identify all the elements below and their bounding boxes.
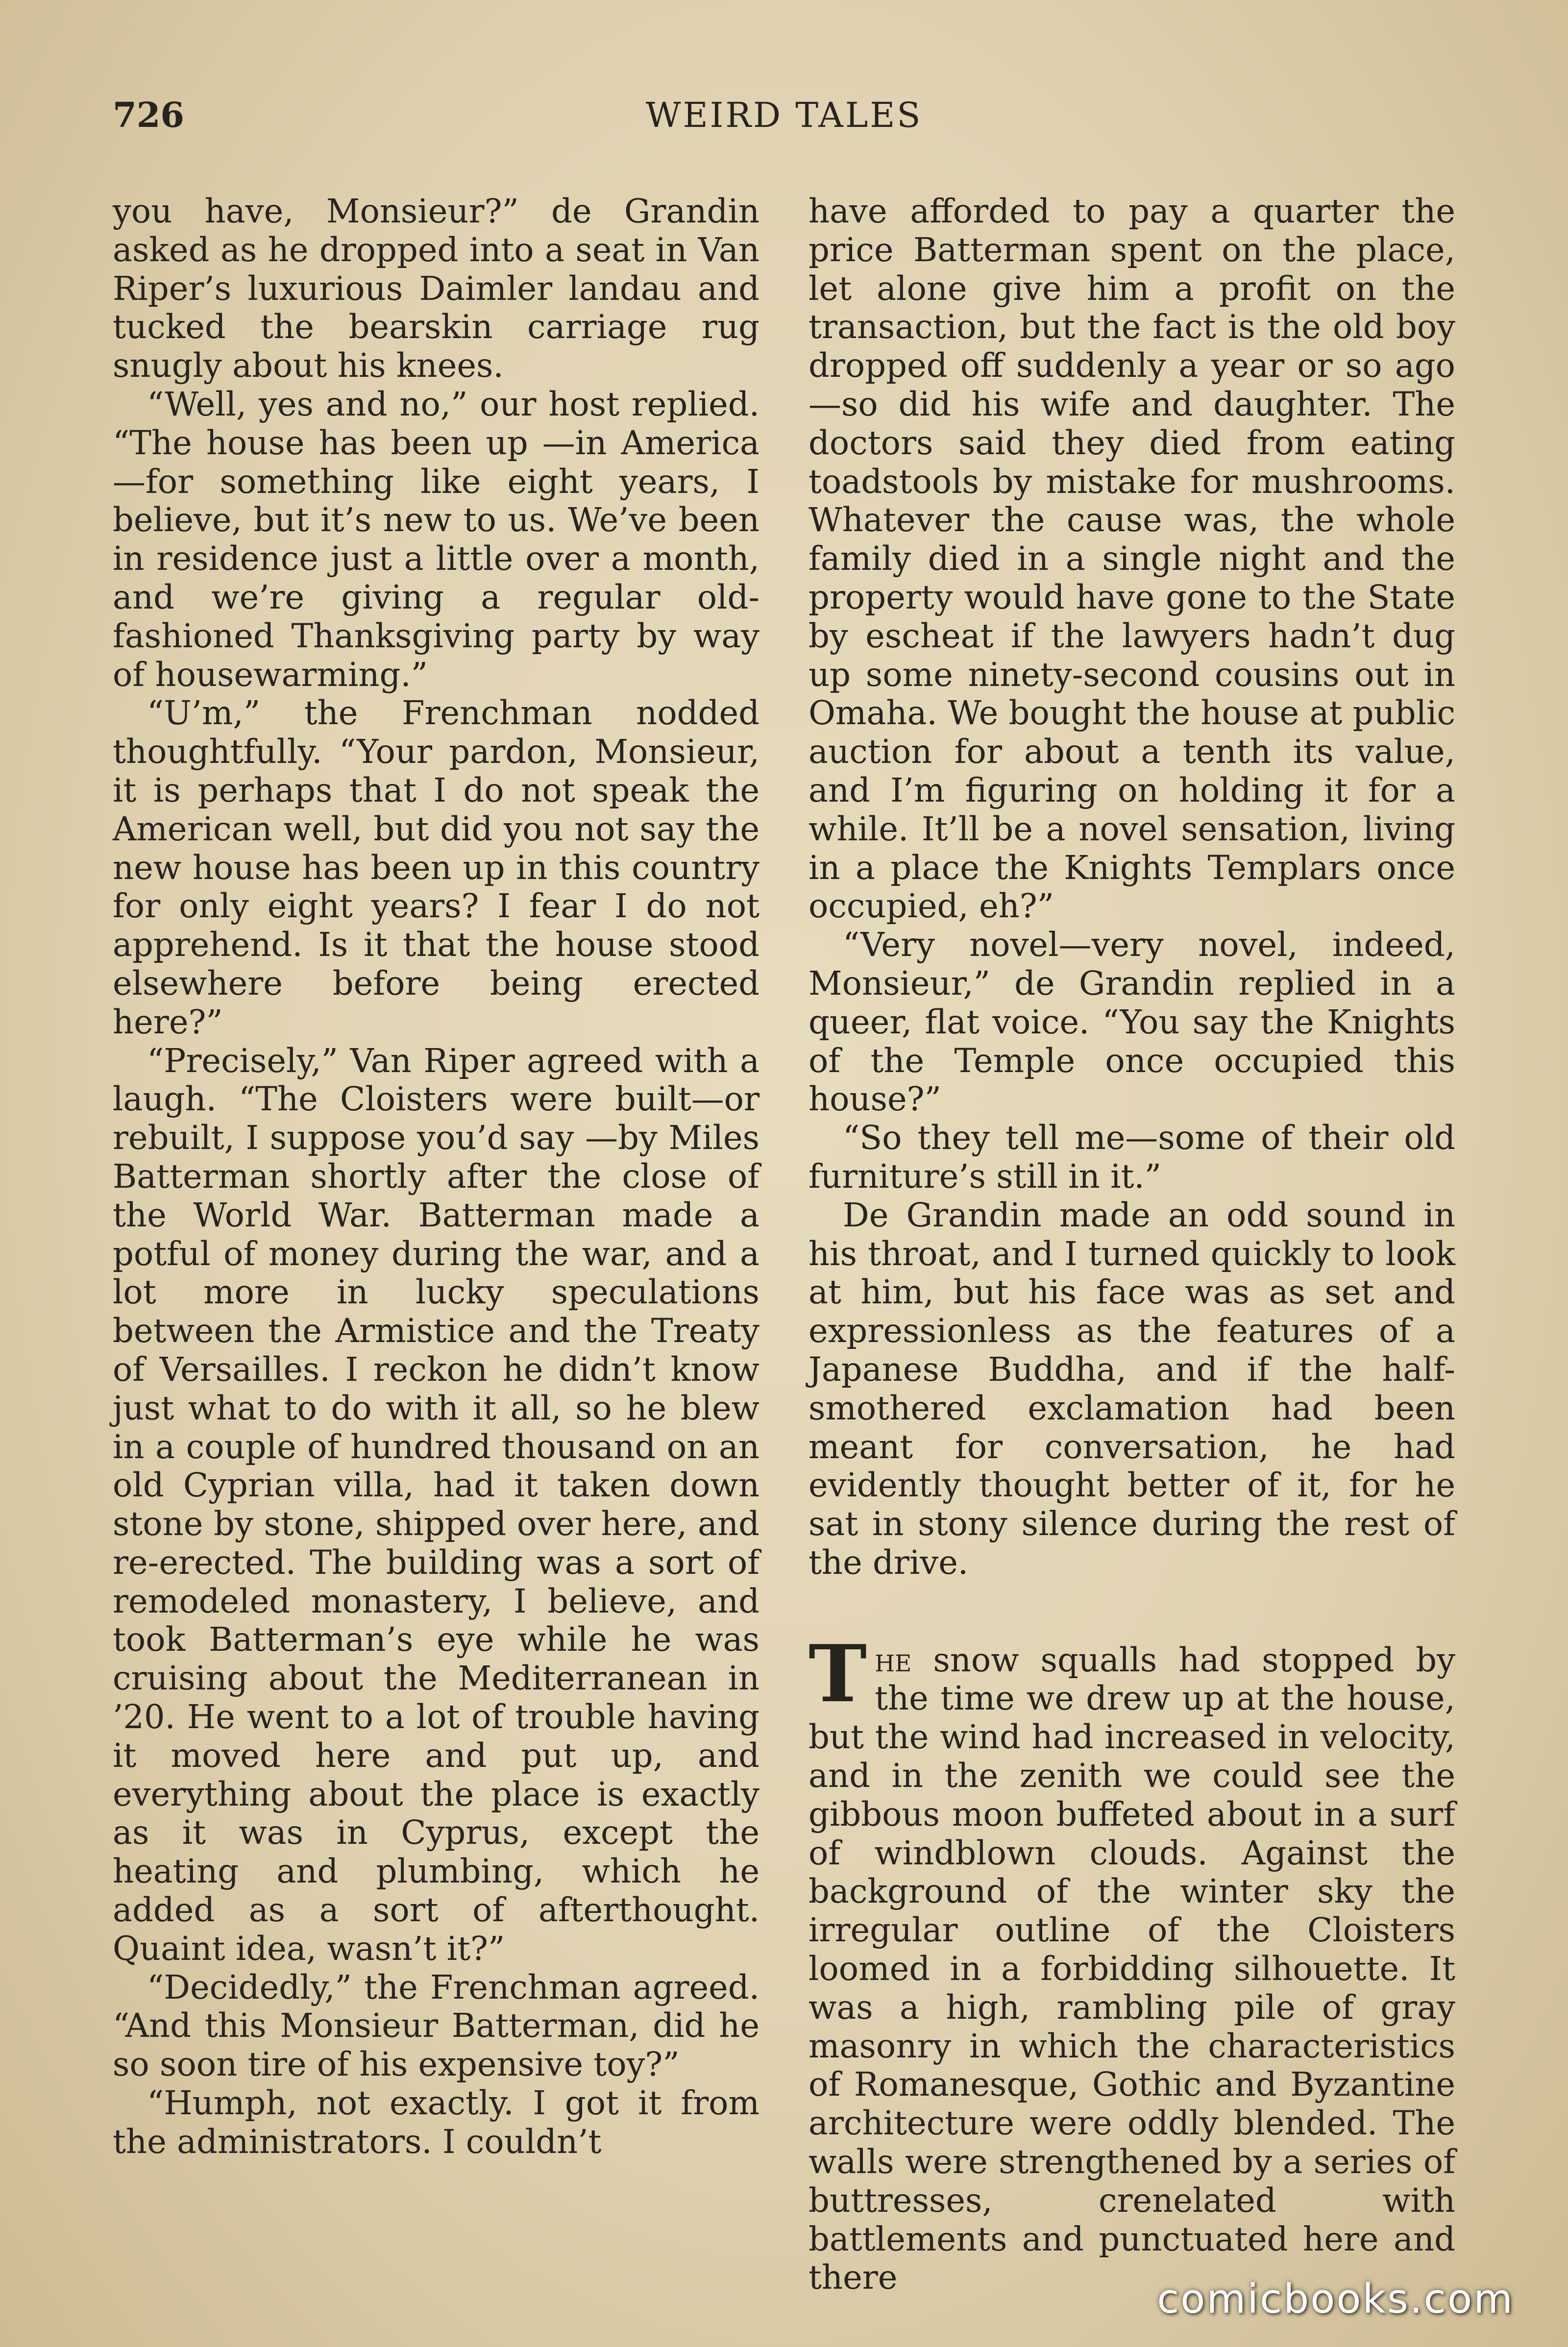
paragraph: “Humph, not exactly. I got it from the administrators. I couldn’t [113,2084,760,2161]
drop-cap: T [808,1627,867,1720]
section-text: snow squalls had stopped by the time we drew up at the house, but the wind had increased in velocity, and in the zenith we could see the gibbous moon buffeted about in a surf of windblown clouds. Against the background of the winter sky the irregular outline of the Cloisters loomed in a forbidding silhouette. It was a high, rambling pile of gray masonry in which the characteristics of Romanesque, Gothic and Byzantine architecture were oddly blended. The walls were strengthened by a series of buttresses, crenelated with battlements and punctuated here and there [808,1640,1455,2297]
paragraph: De Grandin made an odd sound in his throat, and I turned quickly to look at him, but his face was as set and expressionless as the features of a Japanese Buddha, and if the half-smothered exclamation had been meant for conversation, he had evidently thought better of it, for he sat in stony silence during the rest of the drive. [808,1196,1455,1582]
watermark: comicbooks.com [1157,2276,1514,2323]
paragraph: “Precisely,” Van Riper agreed with a laugh. “The Cloisters were built—or rebuilt, I suppose you’d say —by Miles Batterman shortly after the close of the World War. Batterman made a potful of money during the war, and a lot more in lucky speculations between the Armistice and the Treaty of Versailles. I reckon he didn’t know just what to do with it all, so he blew in a couple of hundred thousand on an old Cyprian villa, had it taken down stone by stone, shipped over here, and re-erected. The building was a sort of remodeled monastery, I believe, and took Batterman’s eye while he was cruising about the Mediterranean in ’20. He went to a lot of trouble having it moved here and put up, and everything about the place is exactly as it was in Cyprus, except the heating and plumbing, which he added as a sort of afterthought. Quaint idea, wasn’t it?” [113,1041,760,1968]
right-column [808,192,1455,2297]
paragraph: “Decidedly,” the Frenchman agreed. “And this Monsieur Batterman, did he so soon tire of his expensive toy?” [113,1968,760,2084]
left-column [113,192,760,2161]
section-break [808,1582,1455,1641]
paragraph: you have, Monsieur?” de Grandin asked as he dropped into a seat in Van Riper’s luxurious Daimler landau and tucked the bearskin carriage rug snugly about his knees. [113,192,760,385]
paragraph: “Well, yes and no,” our host replied. “The house has been up —in America—for something like eight years, I believe, but it’s new to us. We’ve been in residence just a little over a month, and we’re giving a regular old-fashioned Thanksgiving party by way of housewarming.” [113,385,760,694]
paragraph: have afforded to pay a quarter the price Batterman spent on the place, let alone give him a profit on the transaction, but the fact is the old boy dropped off suddenly a year or so ago—so did his wife and daughter. The doctors said they died from eating toadstools by mistake for mushrooms. Whatever the cause was, the whole family died in a single night and the property would have gone to the State by escheat if the lawyers hadn’t dug up some ninety-second cousins out in Omaha. We bought the house at public auction for about a tenth its value, and I’m figuring on holding it for a while. It’ll be a novel sensation, living in a place the Knights Templars once occupied, eh?” [808,192,1455,926]
running-head: WEIRD TALES [645,95,923,135]
section-opening-paragraph [808,1627,1455,2298]
lead-in: he [875,1640,912,1679]
paragraph: “So they tell me—some of their old furniture’s still in it.” [808,1119,1455,1196]
page-number: 726 [113,95,185,135]
paragraph: “Very novel—very novel, indeed, Monsieur,” de Grandin replied in a queer, flat voice. “You say the Knights of the Temple once occupied this house?” [808,926,1455,1119]
paragraph: “U’m,” the Frenchman nodded thoughtfully. “Your pardon, Monsieur, it is perhaps that I do not speak the American well, but did you not say the new house has been up in this country for only eight years? I fear I do not apprehend. Is it that the house stood elsewhere before being erected here?” [113,694,760,1041]
